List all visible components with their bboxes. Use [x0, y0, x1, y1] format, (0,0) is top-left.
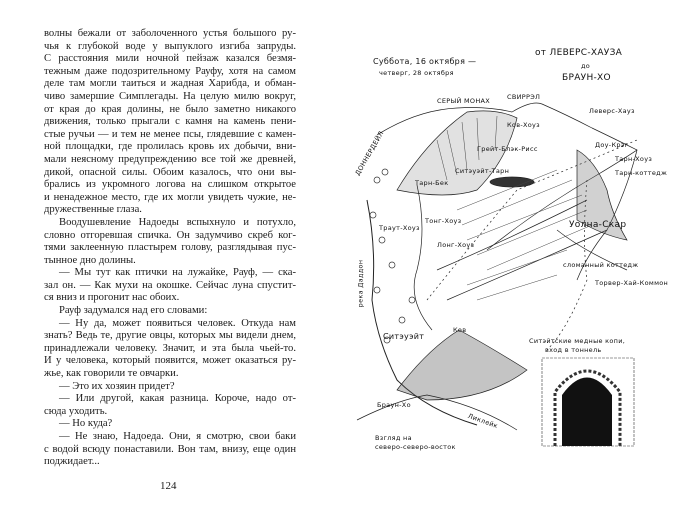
text-line: словно отгоревшая спичка. Он задумчиво скреб ког- [44, 229, 296, 241]
text-line: — Но куда? [59, 418, 113, 430]
map-date-line2: четверг, 28 октября [379, 69, 454, 77]
label-tarn-cottage: Тарн-коттедж [615, 169, 668, 177]
text-line: тежным даже подозрительному Рауфу, хотя на самом [44, 65, 296, 77]
text-line: движения, только прыгали с камня на камень пени- [44, 116, 296, 128]
label-mines-tunnel: вход в тоннель [545, 346, 602, 354]
label-tarn-beck: Тарн-Бек [415, 179, 449, 187]
label-tongue-house: Тонг-Хоуз [425, 217, 462, 225]
text-line: поджидает... [44, 456, 100, 468]
tunnel-entrance-drawing [542, 358, 634, 446]
label-duddon: река Даддон [356, 259, 365, 308]
text-line: с водой всюду понаставили. Вон там, внизу, еще один [44, 443, 296, 455]
text-line: зал он. — Как мухи на окошке. Сейчас луна спустит- [44, 279, 296, 291]
label-walna-scar: Уолна-Скар [569, 220, 627, 230]
label-torver-high-common: Торвер-Хай-Коммон [595, 279, 669, 287]
text-line: — Или другой, какая разница. Короче, надо от- [59, 393, 296, 405]
label-view-line1: Взгляд на [375, 434, 412, 442]
text-line: ся вниз и прогонит нас обоих. [44, 292, 180, 304]
text-line: — Ну да, может появиться человек. Откуда нам [59, 317, 296, 329]
label-broken-cottage: сломанный коттедж [563, 261, 639, 269]
right-page-map [337, 0, 674, 528]
label-levers-hause: Леверс-Хауз [589, 107, 635, 115]
text-line: чиво замершие Симплегады. На целую милю вокруг, [44, 90, 296, 102]
label-troutal: Траут-Хоуз [379, 224, 420, 232]
text-line: — Это их хозяин придет? [59, 380, 175, 392]
text-line: и ненадежное место, где их могли увидеть чужие, не- [44, 191, 296, 203]
text-line: мали неясному предупреждению все той же древней, [44, 153, 296, 165]
text-line: чья к глубокой воде у выпуклого изгиба запруды. [44, 40, 296, 52]
text-line: жье, как говорили те овчарки. [44, 368, 179, 380]
map-route-to-word: до [581, 62, 591, 70]
text-line: дружественные глаза. [44, 204, 142, 216]
text-line: сюда уходить. [44, 405, 108, 417]
text-line: — Мы тут как птички на лужайке, Рауф, — ска- [59, 267, 296, 279]
map-route-to: БРАУН-ХО [562, 73, 611, 83]
text-line: деле там могли таиться и жадная Харибда, и обман- [44, 78, 296, 90]
text-line: волны бежали от заболоченного устья большого ру- [44, 28, 296, 39]
label-tarn-house: Тарн-Хоуз [615, 155, 653, 163]
label-cove-peak: Ков [453, 326, 467, 334]
label-seathwaite: Ситэуэйт [383, 332, 425, 341]
label-cove: Ков-Хоуз [507, 121, 540, 129]
label-long-house: Лонг-Хоуз [437, 241, 475, 249]
label-brown-haw: Браун-Хо [377, 401, 411, 409]
text-line: — Не знаю, Надоеда. Они, я смотрю, свои баки [59, 431, 296, 442]
text-line: стые ручьи — и тем не менее псы, глядевшие с камен- [44, 128, 296, 140]
text-line: от края до края долины, не было заметно никакого [44, 103, 296, 115]
text-line: И у человека, который появится, может оказаться ру- [44, 355, 296, 367]
label-lickle: Ликлейк [466, 411, 500, 431]
text-line: знать? Ведь те, другие овцы, которых мы видели днем, [44, 330, 296, 342]
text-line: тынное дно долины. [44, 254, 136, 266]
label-great-blake: Грейт-Блэк-Рисс [477, 145, 538, 153]
text-line: принадлежали человеку. Значит, и эта была чьей-то. [44, 342, 296, 354]
label-dow-crag: Доу-Крэг [595, 141, 629, 149]
label-mines: Ситэйтские медные копи, [529, 337, 626, 345]
text-line: брались из укромного логова на слишком открытое [44, 179, 296, 191]
text-line: Рауф задумался над его словами: [59, 305, 208, 317]
text-line: ной площадки, где пролилась кровь их добычи, вни- [44, 141, 296, 153]
page-number: 124 [160, 480, 177, 492]
text-line: Воодушевление Надоеды вспыхнуло и потухло, [59, 216, 296, 228]
text-line: тями заклеенную пластырем голову, разглядывая пус- [44, 242, 296, 254]
label-dunnerdale: ДОННЕРДЕЙЛ [353, 129, 386, 177]
label-swirl: СВИРРЭЛ [507, 93, 541, 101]
map-route-from: от ЛЕВЕРС-ХАУЗА [535, 48, 623, 58]
label-grey-friar: СЕРЫЙ МОНАХ [437, 97, 491, 105]
body-text [44, 28, 296, 469]
map-date-line1: Суббота, 16 октября — [373, 57, 477, 66]
text-line: С расстояния мили ночной пейзаж казался безмя- [44, 53, 296, 65]
text-line: дикой, опасной силы. Обоим казалось, что они вы- [44, 166, 296, 178]
label-view-line2: северо-северо-восток [375, 443, 456, 451]
label-seathwaite-tarn: Ситэуэйт-Тарн [455, 167, 510, 175]
